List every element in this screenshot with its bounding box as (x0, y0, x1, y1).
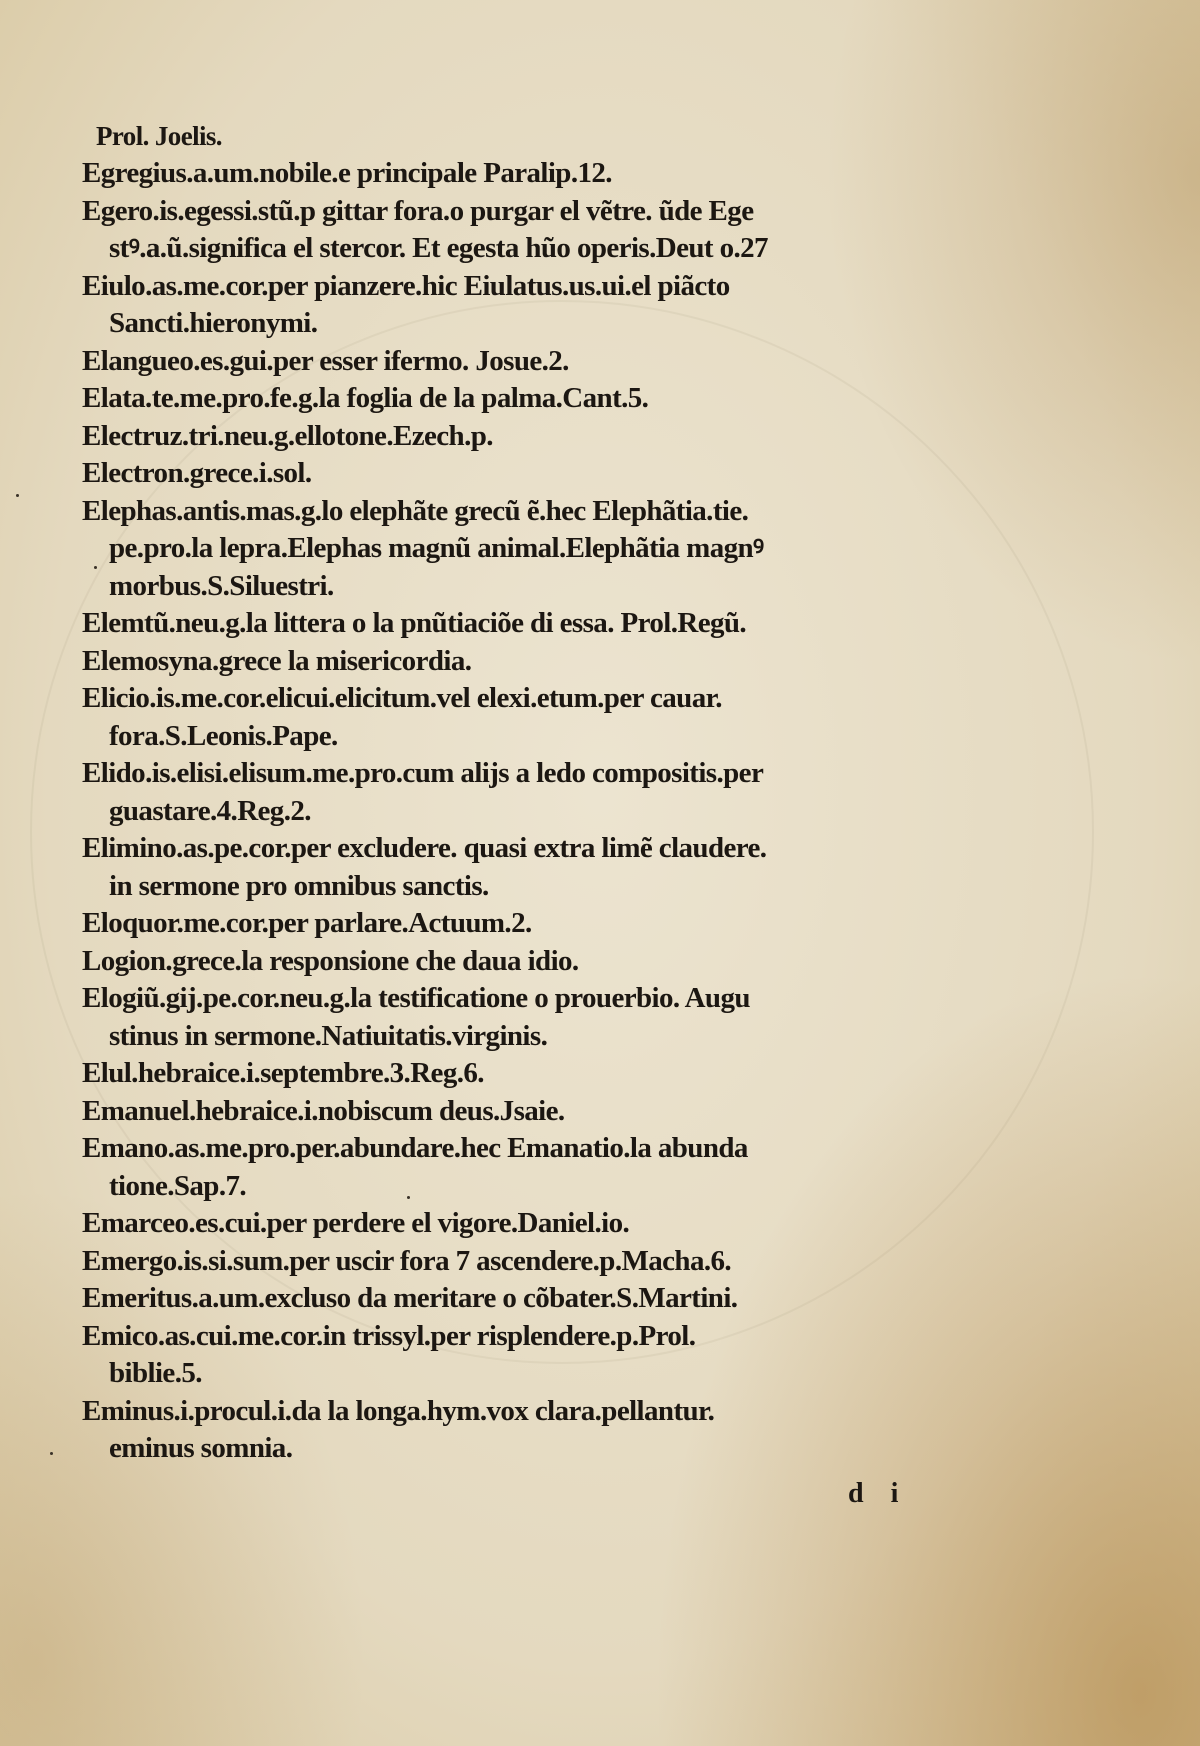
text-line: Elul.hebraice.i.septembre.3.Reg.6. (82, 1057, 484, 1089)
ink-speck (407, 1196, 410, 1199)
text-line: Eiulo.as.me.cor.per pianzere.hic Eiulatus.us.ui.el piãcto (82, 269, 730, 302)
text-line: Elangueo.es.gui.per esser ifermo. Josue.2. (82, 344, 569, 377)
text-line: Egero.is.egessi.stũ.p gittar fora.o purgar el vẽtre. ũde Ege (82, 194, 754, 227)
text-line: morbus.S.Siluestri. (109, 569, 334, 602)
text-line: Elephas.antis.mas.g.lo elephãte grecũ ẽ.hec Elephãtia.tie. (82, 494, 749, 527)
text-line: Logion.grece.la responsione che daua idio. (82, 944, 579, 977)
text-line: Elogiũ.gij.pe.cor.neu.g.la testificatione o prouerbio. Augu (82, 982, 750, 1014)
text-line: Emanuel.hebraice.i.nobiscum deus.Jsaie. (82, 1094, 565, 1127)
running-header: Prol. Joelis. (96, 121, 222, 151)
text-line: pe.pro.la lepra.Elephas magnũ animal.Elephãtia magnꝰ (109, 532, 764, 564)
signature-mark: d i (848, 1478, 909, 1509)
text-line: Elido.is.elisi.elisum.me.pro.cum alijs a ledo compositis.per (82, 757, 764, 789)
text-line: Elemosyna.grece la misericordia. (82, 644, 472, 677)
text-line: Electron.grece.i.sol. (82, 457, 312, 489)
text-line: in sermone pro omnibus sanctis. (109, 869, 489, 902)
text-line: guastare.4.Reg.2. (109, 794, 311, 827)
text-line: tione.Sap.7. (109, 1169, 247, 1202)
text-line: Emeritus.a.um.excluso da meritare o cõbater.S.Martini. (82, 1282, 738, 1314)
text-line: Elata.te.me.pro.fe.g.la foglia de la palma.Cant.5. (82, 382, 649, 414)
text-line: biblie.5. (109, 1357, 202, 1389)
text-line: Sancti.hieronymi. (109, 307, 318, 339)
ink-speck (16, 494, 19, 497)
text-line: stꝰ.a.ũ.significa el stercor. Et egesta hũo operis.Deut o.27 (109, 232, 768, 264)
ink-speck (94, 566, 97, 569)
text-line: Egregius.a.um.nobile.e principale Paralip.12. (82, 157, 612, 189)
text-line: Emergo.is.si.sum.per uscir fora 7 ascendere.p.Macha.6. (82, 1244, 732, 1277)
text-line: Elemtũ.neu.g.la littera o la pnũtiaciõe di essa. Prol.Regũ. (82, 607, 747, 639)
text-line: Electruz.tri.neu.g.ellotone.Ezech.p. (82, 419, 493, 452)
text-line: Eminus.i.procul.i.da la longa.hym.vox clara.pellantur. (82, 1394, 715, 1427)
text-line: Emano.as.me.pro.per.abundare.hec Emanatio.la abunda (82, 1132, 748, 1164)
ink-speck (50, 1452, 53, 1455)
text-line: Emarceo.es.cui.per perdere el vigore.Daniel.io. (82, 1207, 630, 1239)
text-line: Elicio.is.me.cor.elicui.elicitum.vel elexi.etum.per cauar. (82, 682, 722, 714)
text-line: Eloquor.me.cor.per parlare.Actuum.2. (82, 907, 532, 939)
text-line: stinus in sermone.Natiuitatis.virginis. (109, 1019, 548, 1052)
text-line: Elimino.as.pe.cor.per excludere. quasi extra limẽ claudere. (82, 832, 767, 864)
text-line: eminus somnia. (109, 1432, 293, 1464)
text-line: fora.S.Leonis.Pape. (109, 719, 338, 752)
text-line: Emico.as.cui.me.cor.in trissyl.per risplendere.p.Prol. (82, 1319, 696, 1352)
